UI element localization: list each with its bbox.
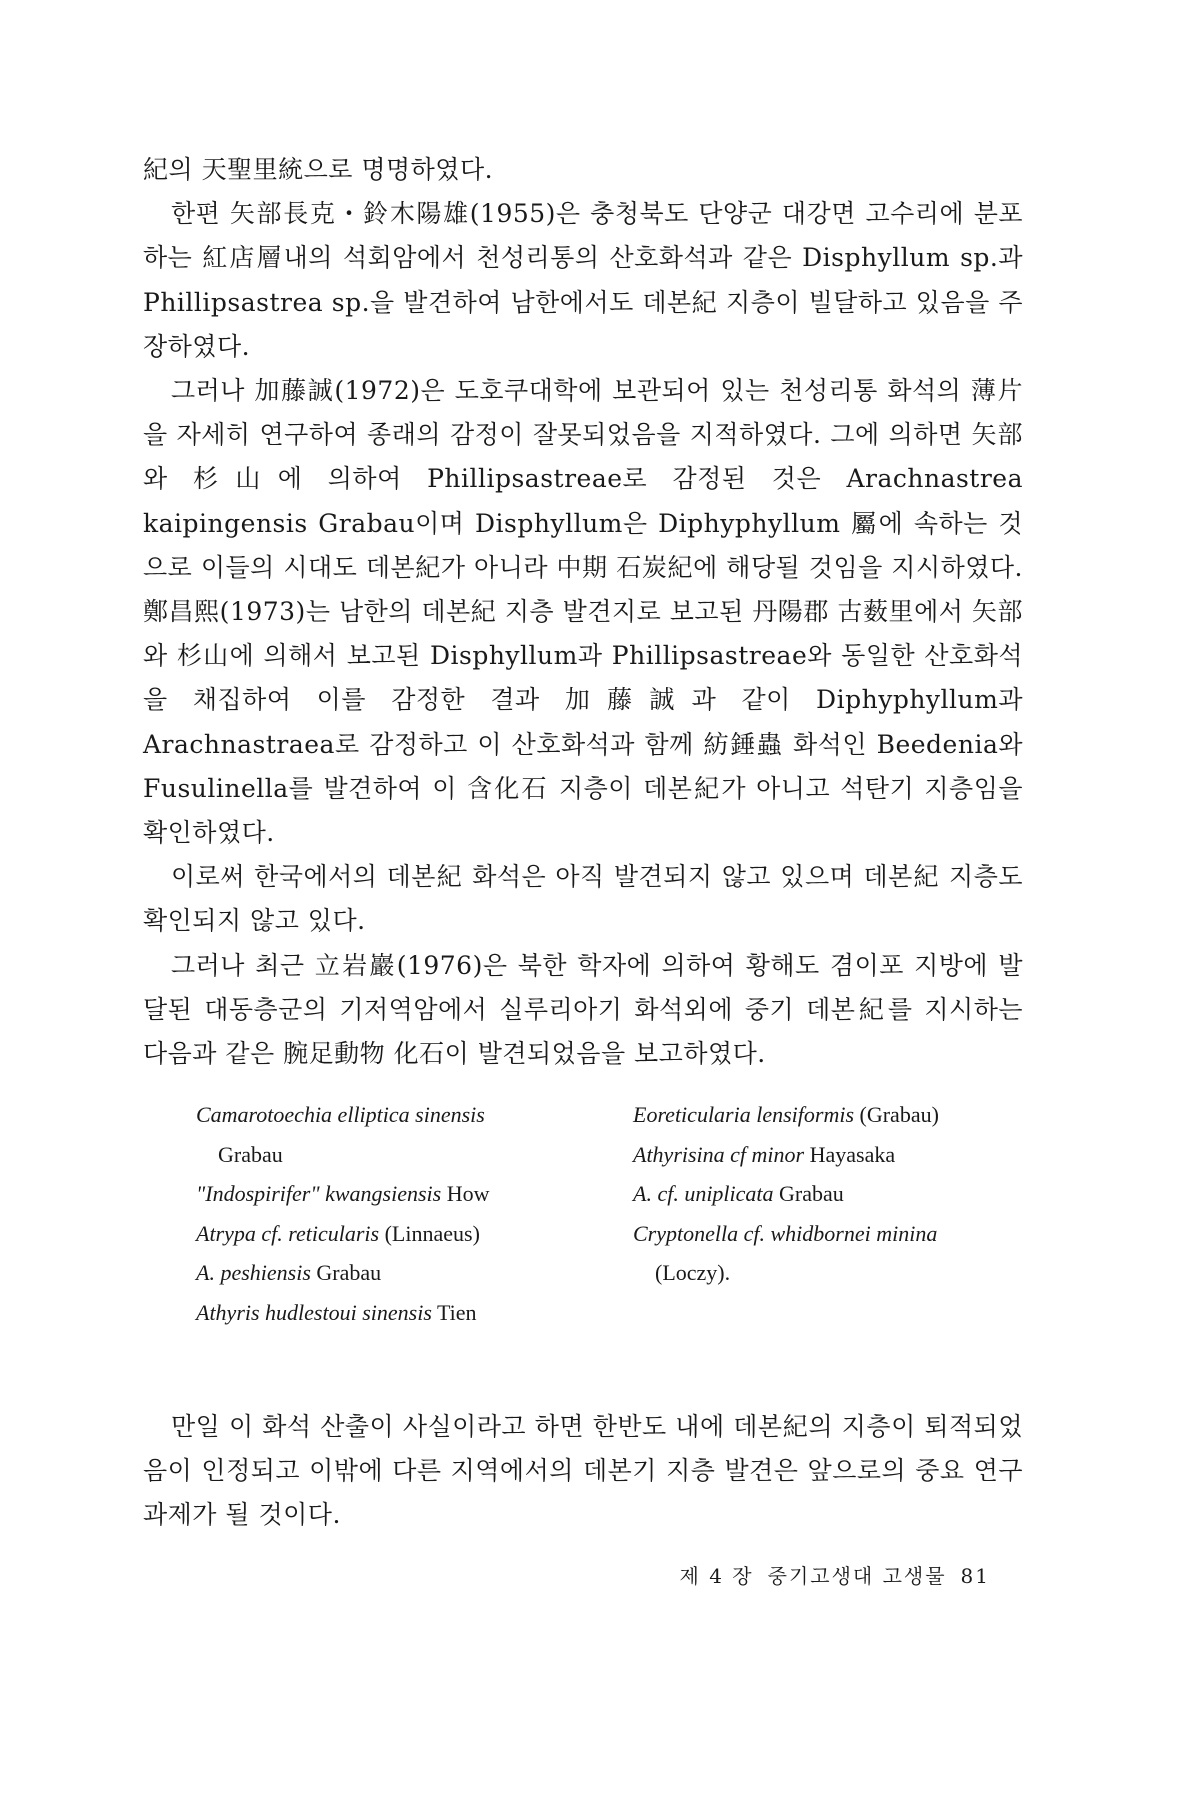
taxa-list-right	[633, 1095, 1053, 1293]
taxon-author: Grabau	[218, 1141, 283, 1167]
paragraph-1: 紀의 天聖里統으로 명명하였다.	[143, 155, 494, 184]
taxon-author: (Linnaeus)	[384, 1220, 480, 1246]
taxon-entry	[633, 1135, 1053, 1175]
taxon-author: How	[446, 1181, 490, 1206]
taxon-name: Athyris hudlestoui sinensis	[196, 1299, 432, 1325]
taxon-name: A. peshiensis	[196, 1260, 311, 1285]
taxon-author: (Grabau)	[859, 1102, 939, 1127]
taxon-name: A. cf. uniplicata	[633, 1181, 774, 1206]
taxa-list-left	[196, 1095, 596, 1332]
paragraph-3: 그러나 加藤誠(1972)은 도호쿠대학에 보관되어 있는 천성리통 화석의 薄片을 자세히 연구하여 종래의 감정이 잘못되었음을 지적하였다. 그에 의하면 矢部와 杉山에 의하여 Phillipsastreae로 감정된 것은 Arachnastrea kaipingensis Grabau이며 Disphyllum은 Diphyphyllum 屬에 속하는 것으로 이들의 시대도 데본紀가 아니라 中期 石炭紀에 해당될 것임을 지시하였다. 鄭昌熙(1973)는 남한의 데본紀 지층 발견지로 보고된 丹陽郡 古薮里에서 矢部와 杉山에 의해서 보고된 Disphyllum과 Phillipsastreae와 동일한 산호화석을 채집하여 이를 감정한 결과 加藤誠과 같이 Diphyphyllum과 Arachnastraea로 감정하고 이 산호화석과 함께 紡錘蟲 화석인 Beedenia와 Fusulinella를 발견하여 이 含化石 지층이 데본紀가 아니고 석탄기 지층임을 확인하였다.	[143, 376, 1023, 848]
taxon-entry	[633, 1214, 1053, 1254]
taxon-name: "Indospirifer" kwangsiensis	[196, 1181, 442, 1206]
body-text	[143, 148, 1023, 1076]
taxon-name: Camarotoechia elliptica sinensis	[196, 1102, 485, 1127]
taxon-name: Atrypa cf. reticularis	[196, 1220, 380, 1246]
taxon-entry	[196, 1174, 596, 1214]
taxon-name: Eoreticularia lensiformis	[633, 1102, 855, 1127]
paragraph-5: 그러나 최근 立岩巖(1976)은 북한 학자에 의하여 황해도 겸이포 지방에 발달된 대동층군의 기저역암에서 실루리아기 화석외에 중기 데본紀를 지시하는 다음과 같은 腕足動物 化石이 발견되었음을 보고하였다.	[143, 950, 1023, 1069]
chapter-title: 중기고생대 고생물	[767, 1564, 947, 1588]
paragraph-4: 이로써 한국에서의 데본紀 화석은 아직 발견되지 않고 있으며 데본紀 지층도 확인되지 않고 있다.	[143, 862, 1023, 936]
page-number: 81	[960, 1564, 990, 1588]
taxon-entry	[196, 1293, 596, 1333]
taxon-author: Hayasaka	[809, 1141, 896, 1167]
taxon-entry	[196, 1253, 596, 1293]
taxon-entry	[633, 1095, 1053, 1135]
taxon-author: (Loczy).	[655, 1260, 731, 1285]
taxon-author: Grabau	[316, 1260, 382, 1285]
closing-paragraph: 만일 이 화석 산출이 사실이라고 하면 한반도 내에 데본紀의 지층이 퇴적되었음이 인정되고 이밖에 다른 지역에서의 데본기 지층 발견은 앞으로의 중요 연구과제가 될 것이다.	[143, 1412, 1023, 1530]
chapter-number: 제 4 장	[679, 1564, 754, 1588]
taxon-name: Cryptonella cf. whidbornei minina	[633, 1220, 938, 1246]
paragraph-2: 한편 矢部長克・鈴木陽雄(1955)은 충청북도 단양군 대강면 고수리에 분포하는 紅店層내의 석회암에서 천성리통의 산호화석과 같은 Disphyllum sp.과 Phillipsastrea sp.을 발견하여 남한에서도 데본紀 지층이 빌달하고 있음을 주장하였다.	[143, 199, 1023, 361]
taxon-author: Grabau	[779, 1181, 844, 1206]
page-footer	[666, 1560, 990, 1589]
taxon-entry	[633, 1174, 1053, 1214]
taxon-name: Athyrisina cf minor	[633, 1141, 805, 1167]
taxon-entry	[196, 1214, 596, 1254]
taxon-entry	[196, 1095, 596, 1135]
taxon-author: Tien	[437, 1299, 477, 1325]
